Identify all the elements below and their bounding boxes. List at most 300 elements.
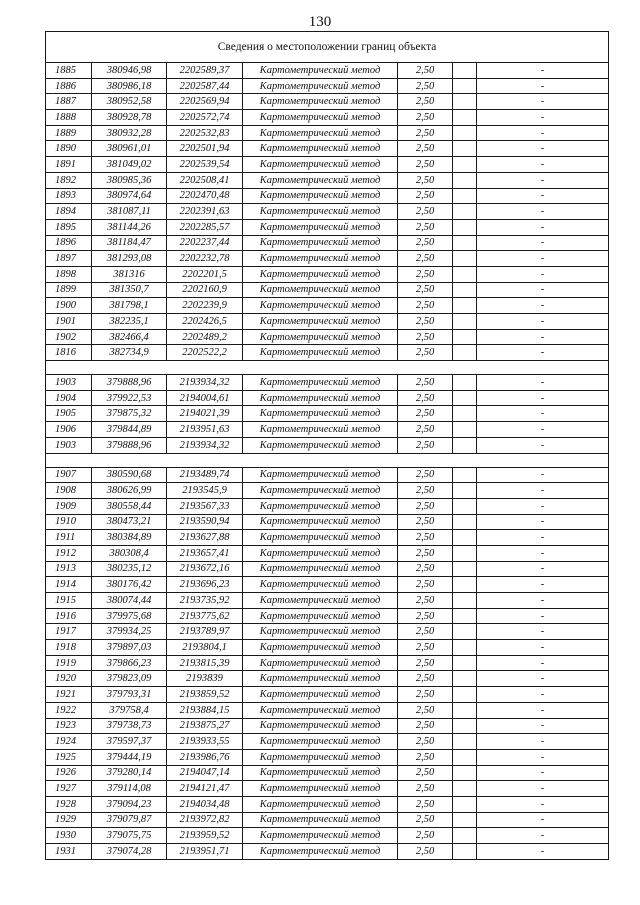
method-cell: Картометрический метод [243,608,398,624]
description-cell: - [477,345,609,361]
method-cell: Картометрический метод [243,204,398,220]
point-number-cell: 1910 [46,514,92,530]
accuracy-cell: 2,50 [398,329,453,345]
table-row [46,375,609,391]
method-cell: Картометрический метод [243,219,398,235]
y-coordinate-cell: 2202569,94 [167,94,243,110]
point-number-cell: 1915 [46,593,92,609]
x-coordinate-cell: 380952,58 [92,94,167,110]
empty-cell-cell [453,671,477,687]
table-row [46,94,609,110]
table-row [46,422,609,438]
x-coordinate-cell: 379888,96 [92,437,167,453]
table-row [46,514,609,530]
x-coordinate-cell: 380946,98 [92,63,167,79]
point-number-cell: 1927 [46,781,92,797]
empty-cell-cell [453,640,477,656]
y-coordinate-cell: 2202508,41 [167,172,243,188]
point-number-cell: 1918 [46,640,92,656]
description-cell: - [477,437,609,453]
description-cell: - [477,188,609,204]
table-row [46,141,609,157]
y-coordinate-cell: 2193815,39 [167,655,243,671]
empty-cell-cell [453,498,477,514]
y-coordinate-cell: 2202232,78 [167,251,243,267]
x-coordinate-cell: 379888,96 [92,375,167,391]
accuracy-cell: 2,50 [398,828,453,844]
section-separator-row [46,453,609,467]
x-coordinate-cell: 379844,89 [92,422,167,438]
point-number-cell: 1922 [46,702,92,718]
accuracy-cell: 2,50 [398,141,453,157]
point-number-cell: 1909 [46,498,92,514]
y-coordinate-cell: 2193735,92 [167,593,243,609]
method-cell: Картометрический метод [243,687,398,703]
point-number-cell: 1920 [46,671,92,687]
table-row [46,530,609,546]
description-cell: - [477,530,609,546]
table-row [46,78,609,94]
section-separator-row [46,361,609,375]
empty-cell-cell [453,608,477,624]
empty-cell-cell [453,561,477,577]
x-coordinate-cell: 379922,53 [92,390,167,406]
table-row [46,204,609,220]
y-coordinate-cell: 2193884,15 [167,702,243,718]
description-cell: - [477,125,609,141]
y-coordinate-cell: 2202522,2 [167,345,243,361]
accuracy-cell: 2,50 [398,844,453,860]
table-row [46,844,609,860]
y-coordinate-cell: 2193951,63 [167,422,243,438]
x-coordinate-cell: 381049,02 [92,157,167,173]
description-cell: - [477,110,609,126]
empty-cell-cell [453,734,477,750]
table-row [46,655,609,671]
x-coordinate-cell: 380235,12 [92,561,167,577]
method-cell: Картометрический метод [243,235,398,251]
description-cell: - [477,483,609,499]
method-cell: Картометрический метод [243,483,398,499]
empty-cell-cell [453,765,477,781]
accuracy-cell: 2,50 [398,406,453,422]
method-cell: Картометрический метод [243,110,398,126]
empty-cell-cell [453,844,477,860]
empty-cell-cell [453,188,477,204]
method-cell: Картометрический метод [243,298,398,314]
y-coordinate-cell: 2193933,55 [167,734,243,750]
description-cell: - [477,251,609,267]
y-coordinate-cell: 2193934,32 [167,375,243,391]
table-row [46,577,609,593]
accuracy-cell: 2,50 [398,467,453,483]
method-cell: Картометрический метод [243,266,398,282]
empty-cell-cell [453,219,477,235]
x-coordinate-cell: 379094,23 [92,796,167,812]
accuracy-cell: 2,50 [398,545,453,561]
description-cell: - [477,812,609,828]
empty-cell-cell [453,483,477,499]
point-number-cell: 1908 [46,483,92,499]
method-cell: Картометрический метод [243,345,398,361]
accuracy-cell: 2,50 [398,718,453,734]
method-cell: Картометрический метод [243,796,398,812]
table-row [46,812,609,828]
boundary-coordinates-table [45,31,609,860]
empty-cell-cell [453,78,477,94]
y-coordinate-cell: 2193839 [167,671,243,687]
accuracy-cell: 2,50 [398,608,453,624]
description-cell: - [477,828,609,844]
description-cell: - [477,298,609,314]
empty-cell-cell [453,749,477,765]
x-coordinate-cell: 379758,4 [92,702,167,718]
table-row [46,406,609,422]
empty-cell-cell [453,718,477,734]
point-number-cell: 1902 [46,329,92,345]
x-coordinate-cell: 380961,01 [92,141,167,157]
accuracy-cell: 2,50 [398,125,453,141]
method-cell: Картометрический метод [243,655,398,671]
y-coordinate-cell: 2202201,5 [167,266,243,282]
accuracy-cell: 2,50 [398,345,453,361]
accuracy-cell: 2,50 [398,157,453,173]
point-number-cell: 1923 [46,718,92,734]
point-number-cell: 1921 [46,687,92,703]
description-cell: - [477,282,609,298]
point-number-cell: 1924 [46,734,92,750]
point-number-cell: 1896 [46,235,92,251]
y-coordinate-cell: 2193804,1 [167,640,243,656]
accuracy-cell: 2,50 [398,687,453,703]
table-row [46,702,609,718]
y-coordinate-cell: 2202589,37 [167,63,243,79]
accuracy-cell: 2,50 [398,640,453,656]
method-cell: Картометрический метод [243,329,398,345]
description-cell: - [477,219,609,235]
table-row [46,437,609,453]
description-cell: - [477,172,609,188]
method-cell: Картометрический метод [243,828,398,844]
method-cell: Картометрический метод [243,624,398,640]
point-number-cell: 1931 [46,844,92,860]
description-cell: - [477,422,609,438]
description-cell: - [477,204,609,220]
method-cell: Картометрический метод [243,671,398,687]
x-coordinate-cell: 379793,31 [92,687,167,703]
description-cell: - [477,406,609,422]
method-cell: Картометрический метод [243,375,398,391]
y-coordinate-cell: 2193672,16 [167,561,243,577]
table-row [46,63,609,79]
point-number-cell: 1903 [46,375,92,391]
x-coordinate-cell: 380384,89 [92,530,167,546]
x-coordinate-cell: 379280,14 [92,765,167,781]
method-cell: Картометрический метод [243,812,398,828]
description-cell: - [477,608,609,624]
description-cell: - [477,765,609,781]
y-coordinate-cell: 2202426,5 [167,314,243,330]
table-row [46,172,609,188]
empty-cell-cell [453,812,477,828]
x-coordinate-cell: 379934,25 [92,624,167,640]
accuracy-cell: 2,50 [398,655,453,671]
accuracy-cell: 2,50 [398,702,453,718]
point-number-cell: 1895 [46,219,92,235]
accuracy-cell: 2,50 [398,375,453,391]
point-number-cell: 1911 [46,530,92,546]
method-cell: Картометрический метод [243,125,398,141]
accuracy-cell: 2,50 [398,390,453,406]
y-coordinate-cell: 2194034,48 [167,796,243,812]
y-coordinate-cell: 2202501,94 [167,141,243,157]
method-cell: Картометрический метод [243,94,398,110]
accuracy-cell: 2,50 [398,204,453,220]
point-number-cell: 1889 [46,125,92,141]
empty-cell-cell [453,63,477,79]
table-row [46,671,609,687]
y-coordinate-cell: 2202391,63 [167,204,243,220]
y-coordinate-cell: 2193696,23 [167,577,243,593]
empty-cell-cell [453,687,477,703]
table-row [46,188,609,204]
method-cell: Картометрический метод [243,577,398,593]
x-coordinate-cell: 382734,9 [92,345,167,361]
x-coordinate-cell: 380074,44 [92,593,167,609]
method-cell: Картометрический метод [243,640,398,656]
y-coordinate-cell: 2193590,94 [167,514,243,530]
accuracy-cell: 2,50 [398,749,453,765]
point-number-cell: 1892 [46,172,92,188]
x-coordinate-cell: 381184,47 [92,235,167,251]
x-coordinate-cell: 380308,4 [92,545,167,561]
x-coordinate-cell: 379597,37 [92,734,167,750]
y-coordinate-cell: 2202532,83 [167,125,243,141]
description-cell: - [477,157,609,173]
accuracy-cell: 2,50 [398,422,453,438]
separator-cell [46,453,609,467]
method-cell: Картометрический метод [243,422,398,438]
empty-cell-cell [453,157,477,173]
accuracy-cell: 2,50 [398,561,453,577]
x-coordinate-cell: 380928,78 [92,110,167,126]
method-cell: Картометрический метод [243,749,398,765]
description-cell: - [477,796,609,812]
description-cell: - [477,593,609,609]
x-coordinate-cell: 380985,36 [92,172,167,188]
empty-cell-cell [453,406,477,422]
table-row [46,624,609,640]
accuracy-cell: 2,50 [398,577,453,593]
table-row [46,608,609,624]
x-coordinate-cell: 379866,23 [92,655,167,671]
y-coordinate-cell: 2202572,74 [167,110,243,126]
empty-cell-cell [453,593,477,609]
page-number: 130 [308,14,332,30]
method-cell: Картометрический метод [243,561,398,577]
description-cell: - [477,671,609,687]
x-coordinate-cell: 381350,7 [92,282,167,298]
x-coordinate-cell: 379823,09 [92,671,167,687]
method-cell: Картометрический метод [243,406,398,422]
x-coordinate-cell: 381798,1 [92,298,167,314]
method-cell: Картометрический метод [243,172,398,188]
point-number-cell: 1919 [46,655,92,671]
y-coordinate-cell: 2202587,44 [167,78,243,94]
x-coordinate-cell: 380176,42 [92,577,167,593]
x-coordinate-cell: 381144,26 [92,219,167,235]
y-coordinate-cell: 2202160,9 [167,282,243,298]
table-row [46,498,609,514]
empty-cell-cell [453,94,477,110]
y-coordinate-cell: 2202285,57 [167,219,243,235]
table-row [46,734,609,750]
method-cell: Картометрический метод [243,530,398,546]
point-number-cell: 1897 [46,251,92,267]
point-number-cell: 1890 [46,141,92,157]
description-cell: - [477,94,609,110]
x-coordinate-cell: 379079,87 [92,812,167,828]
description-cell: - [477,687,609,703]
method-cell: Картометрический метод [243,251,398,267]
point-number-cell: 1905 [46,406,92,422]
y-coordinate-cell: 2194121,47 [167,781,243,797]
description-cell: - [477,749,609,765]
method-cell: Картометрический метод [243,467,398,483]
table-row [46,687,609,703]
x-coordinate-cell: 379975,68 [92,608,167,624]
point-number-cell: 1925 [46,749,92,765]
table-row [46,314,609,330]
empty-cell-cell [453,204,477,220]
x-coordinate-cell: 382235,1 [92,314,167,330]
empty-cell-cell [453,702,477,718]
separator-cell [46,361,609,375]
point-number-cell: 1913 [46,561,92,577]
point-number-cell: 1888 [46,110,92,126]
empty-cell-cell [453,655,477,671]
empty-cell-cell [453,781,477,797]
description-cell: - [477,561,609,577]
point-number-cell: 1898 [46,266,92,282]
table-row [46,266,609,282]
point-number-cell: 1930 [46,828,92,844]
empty-cell-cell [453,141,477,157]
accuracy-cell: 2,50 [398,734,453,750]
empty-cell-cell [453,467,477,483]
empty-cell-cell [453,828,477,844]
point-number-cell: 1926 [46,765,92,781]
description-cell: - [477,640,609,656]
method-cell: Картометрический метод [243,141,398,157]
method-cell: Картометрический метод [243,498,398,514]
x-coordinate-cell: 381293,08 [92,251,167,267]
method-cell: Картометрический метод [243,514,398,530]
description-cell: - [477,844,609,860]
point-number-cell: 1904 [46,390,92,406]
y-coordinate-cell: 2194021,39 [167,406,243,422]
description-cell: - [477,702,609,718]
description-cell: - [477,329,609,345]
empty-cell-cell [453,437,477,453]
method-cell: Картометрический метод [243,844,398,860]
accuracy-cell: 2,50 [398,266,453,282]
method-cell: Картометрический метод [243,718,398,734]
y-coordinate-cell: 2202470,48 [167,188,243,204]
empty-cell-cell [453,545,477,561]
method-cell: Картометрический метод [243,545,398,561]
x-coordinate-cell: 380590,68 [92,467,167,483]
table-row [46,251,609,267]
empty-cell-cell [453,390,477,406]
description-cell: - [477,467,609,483]
method-cell: Картометрический метод [243,437,398,453]
y-coordinate-cell: 2193657,41 [167,545,243,561]
table-row [46,467,609,483]
x-coordinate-cell: 380626,99 [92,483,167,499]
point-number-cell: 1906 [46,422,92,438]
point-number-cell: 1885 [46,63,92,79]
point-number-cell: 1912 [46,545,92,561]
description-cell: - [477,314,609,330]
accuracy-cell: 2,50 [398,251,453,267]
description-cell: - [477,781,609,797]
method-cell: Картометрический метод [243,781,398,797]
accuracy-cell: 2,50 [398,437,453,453]
table-title: Сведения о местоположении границ объекта [46,32,609,63]
description-cell: - [477,390,609,406]
x-coordinate-cell: 379897,03 [92,640,167,656]
y-coordinate-cell: 2193489,74 [167,467,243,483]
point-number-cell: 1886 [46,78,92,94]
accuracy-cell: 2,50 [398,78,453,94]
point-number-cell: 1887 [46,94,92,110]
description-cell: - [477,235,609,251]
x-coordinate-cell: 380473,21 [92,514,167,530]
method-cell: Картометрический метод [243,63,398,79]
point-number-cell: 1907 [46,467,92,483]
method-cell: Картометрический метод [243,593,398,609]
x-coordinate-cell: 379875,32 [92,406,167,422]
empty-cell-cell [453,796,477,812]
accuracy-cell: 2,50 [398,514,453,530]
description-cell: - [477,266,609,282]
empty-cell-cell [453,235,477,251]
y-coordinate-cell: 2194047,14 [167,765,243,781]
y-coordinate-cell: 2193959,52 [167,828,243,844]
table-row [46,298,609,314]
empty-cell-cell [453,298,477,314]
x-coordinate-cell: 380932,28 [92,125,167,141]
accuracy-cell: 2,50 [398,796,453,812]
description-cell: - [477,141,609,157]
accuracy-cell: 2,50 [398,781,453,797]
method-cell: Картометрический метод [243,157,398,173]
description-cell: - [477,577,609,593]
empty-cell-cell [453,314,477,330]
x-coordinate-cell: 381316 [92,266,167,282]
accuracy-cell: 2,50 [398,94,453,110]
table-row [46,483,609,499]
accuracy-cell: 2,50 [398,282,453,298]
table-row [46,157,609,173]
empty-cell-cell [453,251,477,267]
accuracy-cell: 2,50 [398,219,453,235]
y-coordinate-cell: 2193986,76 [167,749,243,765]
empty-cell-cell [453,110,477,126]
y-coordinate-cell: 2193875,27 [167,718,243,734]
accuracy-cell: 2,50 [398,235,453,251]
